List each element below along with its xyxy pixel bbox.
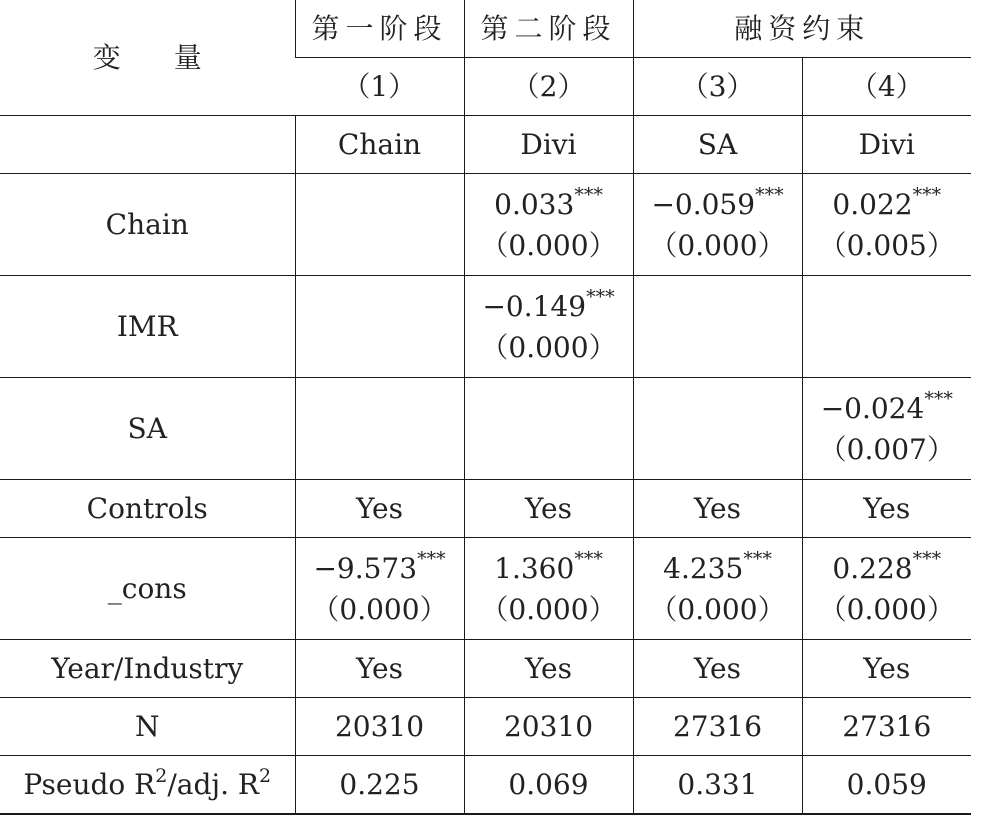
table-cell [295, 174, 464, 276]
dependent-var-3: SA [633, 116, 802, 174]
table-cell [802, 378, 971, 480]
table-cell [802, 174, 971, 276]
model-number-4: （4） [802, 58, 971, 116]
table-cell [633, 276, 802, 378]
standard-error: （0.007） [818, 432, 955, 466]
header-row-dependent-vars [0, 116, 971, 174]
significance-stars: *** [755, 184, 784, 207]
coefficient: 0.033 [494, 187, 575, 221]
significance-stars: *** [912, 548, 942, 571]
significance-stars: *** [743, 548, 772, 571]
coefficient: 4.235 [663, 551, 744, 585]
standard-error: （0.000） [480, 330, 617, 364]
model-number-1: （1） [295, 58, 464, 116]
table-row-n [0, 698, 971, 756]
dependent-var-4: Divi [802, 116, 971, 174]
header-row-groups [0, 0, 971, 58]
table-cell: Yes [464, 480, 633, 538]
table-cell: Yes [295, 640, 464, 698]
table-cell: 27316 [633, 698, 802, 756]
table-cell: Yes [633, 640, 802, 698]
coefficient: 0.228 [832, 551, 913, 585]
table-cell: 20310 [464, 698, 633, 756]
row-label: Year/Industry [0, 640, 295, 698]
coefficient: 0.022 [832, 187, 913, 221]
table-row-r-squared [0, 756, 971, 815]
table-cell [295, 378, 464, 480]
table-cell [802, 276, 971, 378]
standard-error: （0.000） [649, 228, 786, 262]
group-header-stage-one: 第一阶段 [295, 0, 464, 58]
table-cell: 20310 [295, 698, 464, 756]
table-row-chain [0, 174, 971, 276]
table-cell [464, 378, 633, 480]
group-header-financing-constraint: 融资约束 [633, 0, 971, 58]
standard-error: （0.005） [818, 228, 955, 262]
table-cell: 0.331 [633, 756, 802, 815]
table-cell: 0.225 [295, 756, 464, 815]
significance-stars: *** [574, 548, 603, 571]
significance-stars: *** [924, 388, 953, 411]
significance-stars: *** [912, 184, 942, 207]
standard-error: （0.000） [311, 592, 448, 626]
coefficient: 1.360 [494, 551, 575, 585]
dependent-var-1: Chain [295, 116, 464, 174]
model-number-2: （2） [464, 58, 633, 116]
table-cell: Yes [464, 640, 633, 698]
table-cell [295, 538, 464, 640]
table-cell: 0.069 [464, 756, 633, 815]
row-label: N [0, 698, 295, 756]
table-cell [464, 276, 633, 378]
coefficient: −9.573 [313, 551, 418, 585]
standard-error: （0.000） [480, 592, 617, 626]
table-row-constant [0, 538, 971, 640]
standard-error: （0.000） [480, 228, 617, 262]
model-number-3: （3） [633, 58, 802, 116]
coefficient: −0.024 [820, 391, 925, 425]
row-label: IMR [0, 276, 295, 378]
row-label: _cons [0, 538, 295, 640]
table-cell [464, 538, 633, 640]
significance-stars: *** [574, 184, 603, 207]
table-cell: 27316 [802, 698, 971, 756]
row-label: Controls [0, 480, 295, 538]
coefficient: −0.149 [482, 289, 587, 323]
significance-stars: *** [417, 548, 446, 571]
row-label: Chain [0, 174, 295, 276]
standard-error: （0.000） [818, 592, 955, 626]
variable-header: 变 量 [0, 0, 295, 116]
table-row-imr [0, 276, 971, 378]
table-cell: Yes [802, 640, 971, 698]
table-cell [633, 538, 802, 640]
table-cell: Yes [295, 480, 464, 538]
significance-stars: *** [586, 286, 615, 309]
table-cell [464, 174, 633, 276]
table-cell [802, 538, 971, 640]
header-spacer [0, 116, 295, 174]
row-label: SA [0, 378, 295, 480]
dependent-var-2: Divi [464, 116, 633, 174]
table-row-year-industry [0, 640, 971, 698]
table-cell [633, 174, 802, 276]
group-header-stage-two: 第二阶段 [464, 0, 633, 58]
table-cell [295, 276, 464, 378]
table-row-sa [0, 378, 971, 480]
standard-error: （0.000） [649, 592, 786, 626]
table-row-controls [0, 480, 971, 538]
coefficient: −0.059 [651, 187, 756, 221]
table-cell: Yes [633, 480, 802, 538]
table-cell: Yes [802, 480, 971, 538]
row-label: Pseudo $R^2$/adj. $R^2$ [0, 756, 295, 815]
table-cell: 0.059 [802, 756, 971, 815]
table-cell [633, 378, 802, 480]
